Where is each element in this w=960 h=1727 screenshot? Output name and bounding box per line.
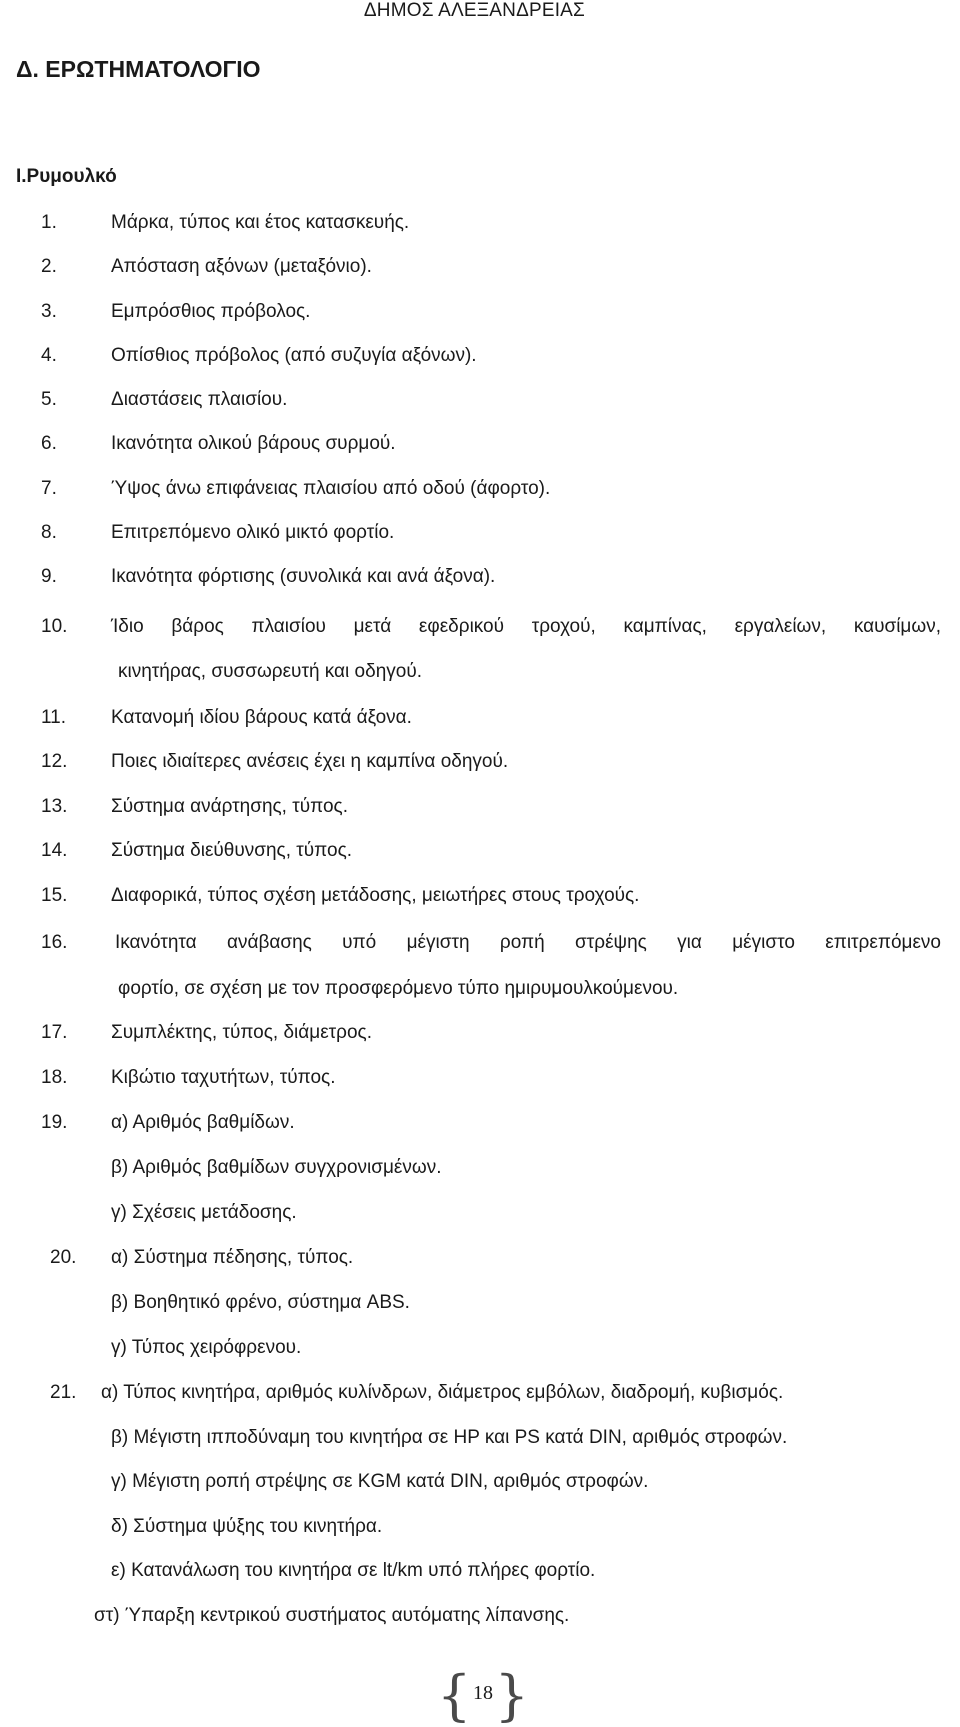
list-item-text: Ίδιο βάρος πλαισίου μετά εφεδρικού τροχού, καμπίνας, εργαλείων, καυσίμων, xyxy=(111,616,941,637)
page-number-box xyxy=(437,1664,529,1727)
document-title: Δ. ΕΡΩΤΗΜΑΤΟΛΟΓΙΟ xyxy=(16,56,261,82)
left-brace-icon: { xyxy=(437,1664,472,1727)
page-number: 18 xyxy=(473,1682,493,1704)
list-item-text: Ικανότητα ανάβασης υπό μέγιστη ροπή στρέψης για μέγιστο επιτρεπόμενο xyxy=(115,932,941,953)
section-title: Ι.Ρυμουλκό xyxy=(16,166,117,187)
header-municipality: ΔΗΜΟΣ ΑΛΕΞΑΝΔΡΕΙΑΣ xyxy=(363,0,585,21)
right-brace-icon: } xyxy=(494,1664,529,1727)
